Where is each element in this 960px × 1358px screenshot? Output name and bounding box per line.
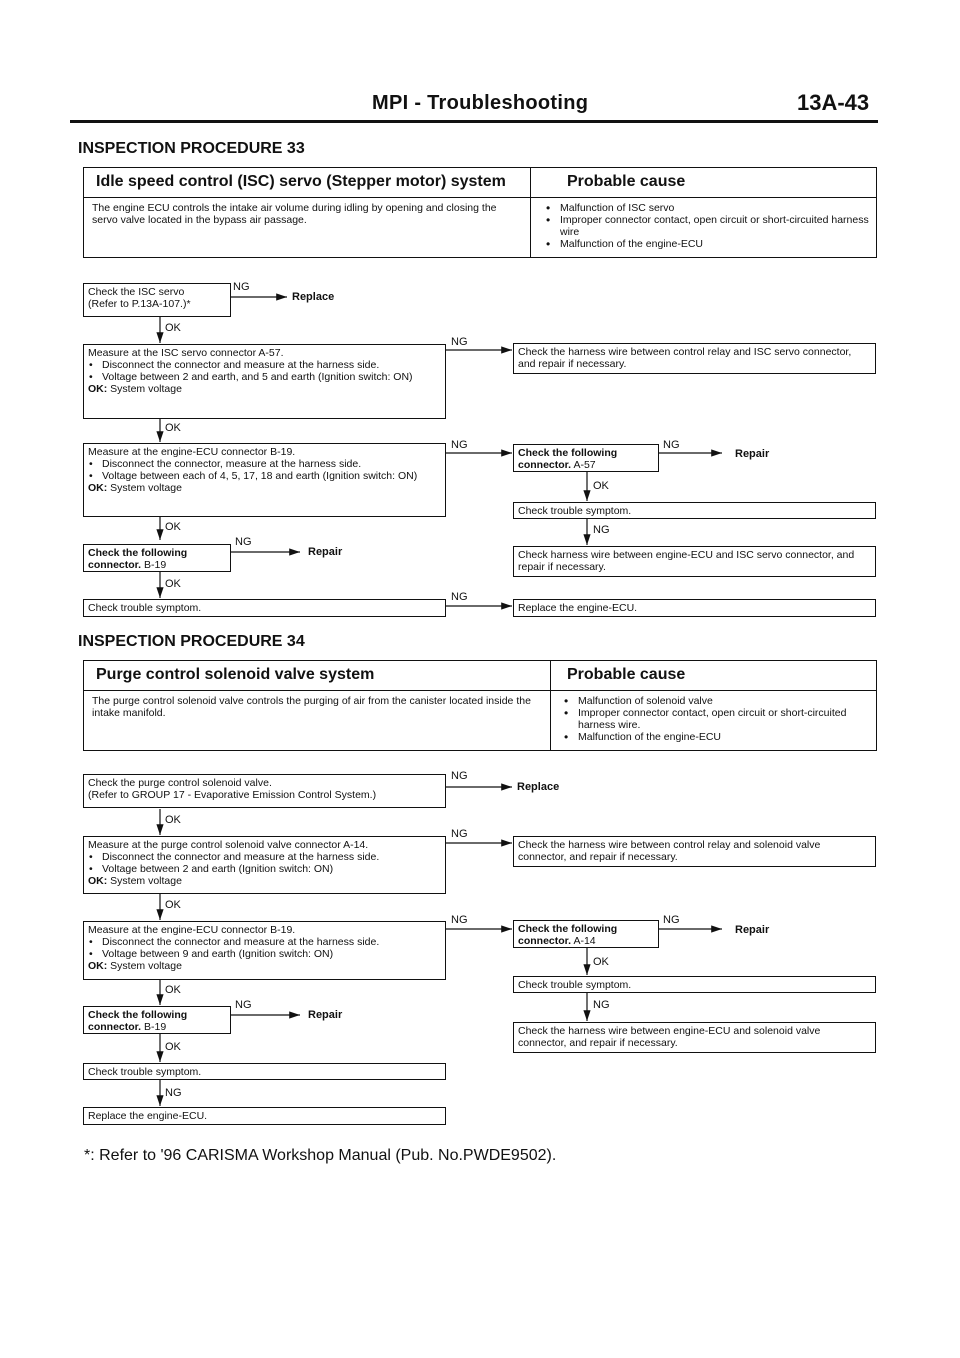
replace-engine-ecu-box: [83, 1107, 446, 1125]
ng-label: NG: [451, 914, 468, 926]
box-line: Check the harness wire between engine-ECU and solenoid valve connector, and repair if necessary.: [518, 1025, 821, 1049]
box-line: Check the following: [518, 447, 618, 459]
box-line: Replace the engine-ECU.: [518, 602, 638, 614]
connector-word: connector.: [518, 459, 572, 471]
procedure-33-heading: INSPECTION PROCEDURE 33: [78, 140, 305, 157]
box-line: (Refer to P.13A-107.)*: [88, 298, 191, 310]
procedure-34-heading: INSPECTION PROCEDURE 34: [78, 633, 305, 650]
page-number: 13A-43: [797, 90, 870, 115]
ng-label: NG: [451, 770, 468, 782]
ok-criteria-value: System voltage: [110, 383, 182, 395]
box-line: Check the harness wire between control relay and solenoid valve connector, and repair if necessary.: [518, 839, 821, 863]
ok-criteria-label: OK:: [88, 875, 108, 887]
box-line: [518, 935, 654, 947]
ng-label: NG: [235, 999, 252, 1011]
check-connector-b19-box: [83, 1006, 231, 1034]
ng-label: NG: [233, 281, 250, 293]
box-line: Measure at the ISC servo connector A-57.: [88, 347, 284, 359]
box-line: Check the harness wire between control relay and ISC servo connector, and repair if necessary.: [518, 346, 852, 370]
list-item: • Malfunction of solenoid valve: [562, 695, 870, 707]
box-line: Measure at the engine-ECU connector B-19.: [88, 446, 296, 458]
measure-ecu-connector-box: [83, 921, 446, 980]
box-bullet: • Voltage between 2 and earth (Ignition switch: ON): [88, 863, 441, 875]
ok-criteria-label: OK:: [88, 383, 108, 395]
replace-label: Replace: [517, 781, 560, 793]
box-line: Measure at the engine-ECU connector B-19.: [88, 924, 296, 936]
ok-label: OK: [165, 422, 181, 434]
table-left-header: Purge control solenoid valve system: [96, 666, 375, 683]
ng-label: NG: [165, 1087, 182, 1099]
box-line: Check harness wire between engine-ECU and ISC servo connector, and repair if necessary.: [518, 549, 855, 573]
ok-label: OK: [165, 322, 181, 334]
ng-label: NG: [451, 591, 468, 603]
ok-criteria-label: OK:: [88, 960, 108, 972]
check-trouble-symptom-box: [513, 976, 876, 993]
check-harness-relay-solenoid-box: [513, 836, 876, 867]
box-line: Check the following: [518, 923, 618, 935]
box-bullet: • Disconnect the connector and measure at the harness side.: [88, 936, 441, 948]
ok-label: OK: [165, 578, 181, 590]
replace-label: Replace: [292, 291, 335, 303]
table-right-header: Probable cause: [567, 173, 686, 190]
ng-label: NG: [593, 524, 610, 536]
ok-label: OK: [165, 814, 181, 826]
page-header-title: MPI - Troubleshooting: [372, 92, 589, 114]
ok-criteria: [88, 875, 441, 887]
connector-id: A-57: [573, 459, 596, 471]
repair-label: Repair: [735, 924, 770, 936]
ok-criteria-value: System voltage: [110, 482, 182, 494]
ok-criteria-label: OK:: [88, 482, 108, 494]
check-purge-valve-box: [83, 774, 446, 808]
list-item: • Malfunction of ISC servo: [544, 202, 869, 214]
ok-label: OK: [165, 1041, 181, 1053]
box-line: Measure at the purge control solenoid valve connector A-14.: [88, 839, 369, 851]
box-bullet: • Voltage between 2 and earth, and 5 and earth (Ignition switch: ON): [88, 371, 441, 383]
ng-label: NG: [663, 439, 680, 451]
table-description: The engine ECU controls the intake air volume during idling by opening and closing the servo valve located in the bypass air passage.: [92, 202, 497, 226]
ok-criteria-value: System voltage: [110, 875, 182, 887]
box-line: Check the purge control solenoid valve.: [88, 777, 272, 789]
repair-label: Repair: [735, 448, 770, 460]
ok-label: OK: [165, 899, 181, 911]
connector-word: connector.: [88, 1021, 142, 1033]
connector-word: connector.: [518, 935, 572, 947]
list-item: • Malfunction of the engine-ECU: [562, 731, 870, 743]
check-trouble-symptom-box: [83, 1063, 446, 1080]
ok-criteria: [88, 960, 441, 972]
box-bullet: • Voltage between each of 4, 5, 17, 18 and earth (Ignition switch: ON): [88, 470, 441, 482]
box-bullet: • Disconnect the connector and measure at the harness side.: [88, 851, 441, 863]
ng-label: NG: [451, 336, 468, 348]
box-line: Replace the engine-ECU.: [88, 1110, 208, 1122]
connector-id: B-19: [144, 1021, 167, 1033]
box-line: Check trouble symptom.: [518, 979, 632, 991]
box-bullet: • Disconnect the connector, measure at the harness side.: [88, 458, 441, 470]
connector-id: A-14: [573, 935, 596, 947]
list-item: • Improper connector contact, open circuit or short-circuited harness wire: [544, 214, 869, 238]
table-left-header: Idle speed control (ISC) servo (Stepper motor) system: [96, 173, 506, 190]
connector-id: B-19: [144, 559, 167, 571]
ng-label: NG: [451, 828, 468, 840]
box-line: [88, 1021, 226, 1033]
measure-solenoid-connector-box: [83, 836, 446, 894]
ok-label: OK: [165, 521, 181, 533]
list-item: • Malfunction of the engine-ECU: [544, 238, 869, 250]
box-line: Check trouble symptom.: [518, 505, 632, 517]
ng-label: NG: [451, 439, 468, 451]
box-line: Check trouble symptom.: [88, 1066, 202, 1078]
box-line: Check the ISC servo: [88, 286, 185, 298]
ok-label: OK: [165, 984, 181, 996]
ok-label: OK: [593, 956, 609, 968]
ng-label: NG: [663, 914, 680, 926]
box-line: Check the following: [88, 1009, 188, 1021]
check-harness-ecu-solenoid-box: [513, 1022, 876, 1053]
list-item: • Improper connector contact, open circuit or short-circuited harness wire.: [562, 707, 870, 731]
table-description: The purge control solenoid valve controls the purging of air from the canister located inside the intake manifold.: [92, 695, 531, 719]
box-bullet: • Disconnect the connector and measure at the harness side.: [88, 359, 441, 371]
box-line: (Refer to GROUP 17 - Evaporative Emission Control System.): [88, 789, 377, 801]
check-connector-a14-box: [513, 920, 659, 948]
connector-word: connector.: [88, 559, 142, 571]
box-line: Check the following: [88, 547, 188, 559]
footnote: *: Refer to '96 CARISMA Workshop Manual (Pub. No.PWDE9502).: [84, 1147, 557, 1164]
table-right-header: Probable cause: [567, 666, 686, 683]
repair-label: Repair: [308, 546, 343, 558]
ok-label: OK: [593, 480, 609, 492]
ng-label: NG: [235, 536, 252, 548]
repair-label: Repair: [308, 1009, 343, 1021]
box-bullet: • Voltage between 9 and earth (Ignition switch: ON): [88, 948, 441, 960]
ok-criteria-value: System voltage: [110, 960, 182, 972]
ng-label: NG: [593, 999, 610, 1011]
box-line: Check trouble symptom.: [88, 602, 202, 614]
